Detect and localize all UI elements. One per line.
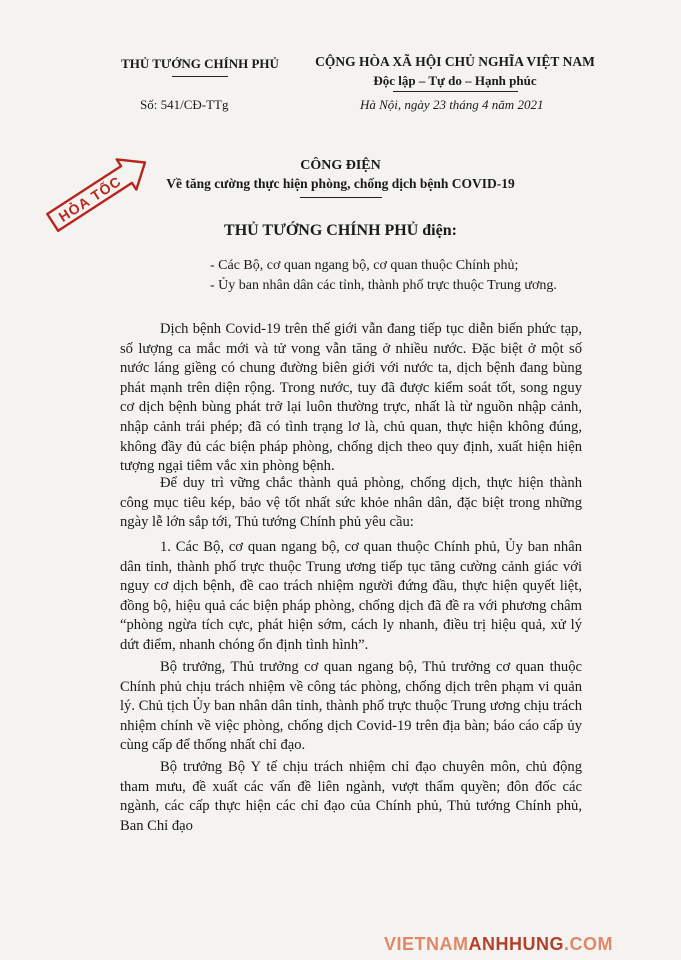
- body-paragraph: 1. Các Bộ, cơ quan ngang bộ, cơ quan thuộc Chính phủ, Ủy ban nhân dân tỉnh, thành phố trực thuộc Trung ương tiếp tục tăng cường cảnh giác với nguy cơ dịch bệnh, đề cao trách nhiệm người đứng đầu, thực hiện quyết liệt, đồng bộ, hiệu quả các biện pháp phòng, chống dịch đã đề ra với phương châm “phòng ngừa tích cực, phát hiện sớm, cách ly nhanh, điều trị hiệu quả, xử lý dứt điểm, nhanh chóng ổn định tình hình”.: [120, 539, 582, 653]
- body-paragraph: Bộ trưởng Bộ Y tế chịu trách nhiệm chỉ đạo chuyên môn, chủ động tham mưu, đề xuất các vấn đề liên ngành, vượt thẩm quyền; đôn đốc các ngành, các cấp thực hiện các chỉ đạo của Chính phủ, Thủ tướng Chính phủ, Ban Chỉ đạo: [120, 759, 582, 834]
- national-header: [305, 54, 605, 89]
- body-paragraph: Bộ trưởng, Thủ trưởng cơ quan ngang bộ, Thủ trưởng cơ quan thuộc Chính phủ chịu trách nhiệm về công tác phòng, chống dịch trên phạm vi quản lý. Chủ tịch Ủy ban nhân dân tỉnh, thành phố trực thuộc Trung ương chịu trách nhiệm chính về việc phòng, chống dịch Covid-19 trên địa bàn; báo cáo cấp ủy cùng cấp để thống nhất chỉ đạo.: [120, 659, 582, 754]
- sender-heading: THỦ TƯỚNG CHÍNH PHỦ điện:: [224, 222, 457, 239]
- watermark-part: .COM: [564, 934, 613, 954]
- recipient-line: - Ủy ban nhân dân các tỉnh, thành phố trực thuộc Trung ương.: [210, 278, 557, 293]
- issuer-title: THỦ TƯỚNG CHÍNH PHỦ: [121, 56, 279, 71]
- body-paragraph: Để duy trì vững chắc thành quả phòng, chống dịch, thực hiện thành công mục tiêu kép, bảo vệ tốt nhất sức khỏe nhân dân, đặc biệt trong những ngày lễ lớn sắp tới, Thủ tướng Chính phủ yêu cầu:: [120, 475, 582, 531]
- watermark-part: ANHHUNG: [468, 934, 564, 954]
- subject-underline: [300, 197, 382, 198]
- recipient-line: - Các Bộ, cơ quan ngang bộ, cơ quan thuộc Chính phủ;: [210, 258, 519, 273]
- document-number: Số: 541/CĐ-TTg: [140, 97, 229, 112]
- site-watermark: [384, 934, 613, 955]
- watermark-part: VIETNAM: [384, 934, 469, 954]
- issuer-underline: [172, 76, 228, 77]
- country-name: CỘNG HÒA XÃ HỘI CHỦ NGHĨA VIỆT NAM: [315, 54, 595, 69]
- place-date: Hà Nội, ngày 23 tháng 4 năm 2021: [360, 97, 544, 112]
- document-subject: Về tăng cường thực hiện phòng, chống dịch bệnh COVID-19: [166, 176, 515, 191]
- document-type: CÔNG ĐIỆN: [300, 158, 381, 173]
- motto: Độc lập – Tự do – Hạnh phúc: [373, 73, 537, 88]
- urgent-stamp-label: HỎA TỐC: [55, 172, 125, 225]
- motto-underline: [393, 91, 518, 92]
- body-paragraph: Dịch bệnh Covid-19 trên thế giới vẫn đang tiếp tục diễn biến phức tạp, số lượng ca mắc mới và tử vong vẫn tăng ở nhiều nước. Đặc biệt ở một số nước láng giềng có chung đường biên giới với nước ta, dịch bệnh đang bùng phát mạnh trên diện rộng. Trong nước, tuy đã được kiểm soát tốt, song nguy cơ dịch bệnh bùng phát trở lại luôn thường trực, nhất là từ nguồn nhập cảnh, nhập cảnh trái phép; đã có tình trạng lơ là, chủ quan, thực hiện không đúng, không đầy đủ các biện pháp phòng, chống dịch theo quy định, xuất hiện hiện tượng ngại tiêm vắc xin phòng bệnh.: [120, 321, 582, 475]
